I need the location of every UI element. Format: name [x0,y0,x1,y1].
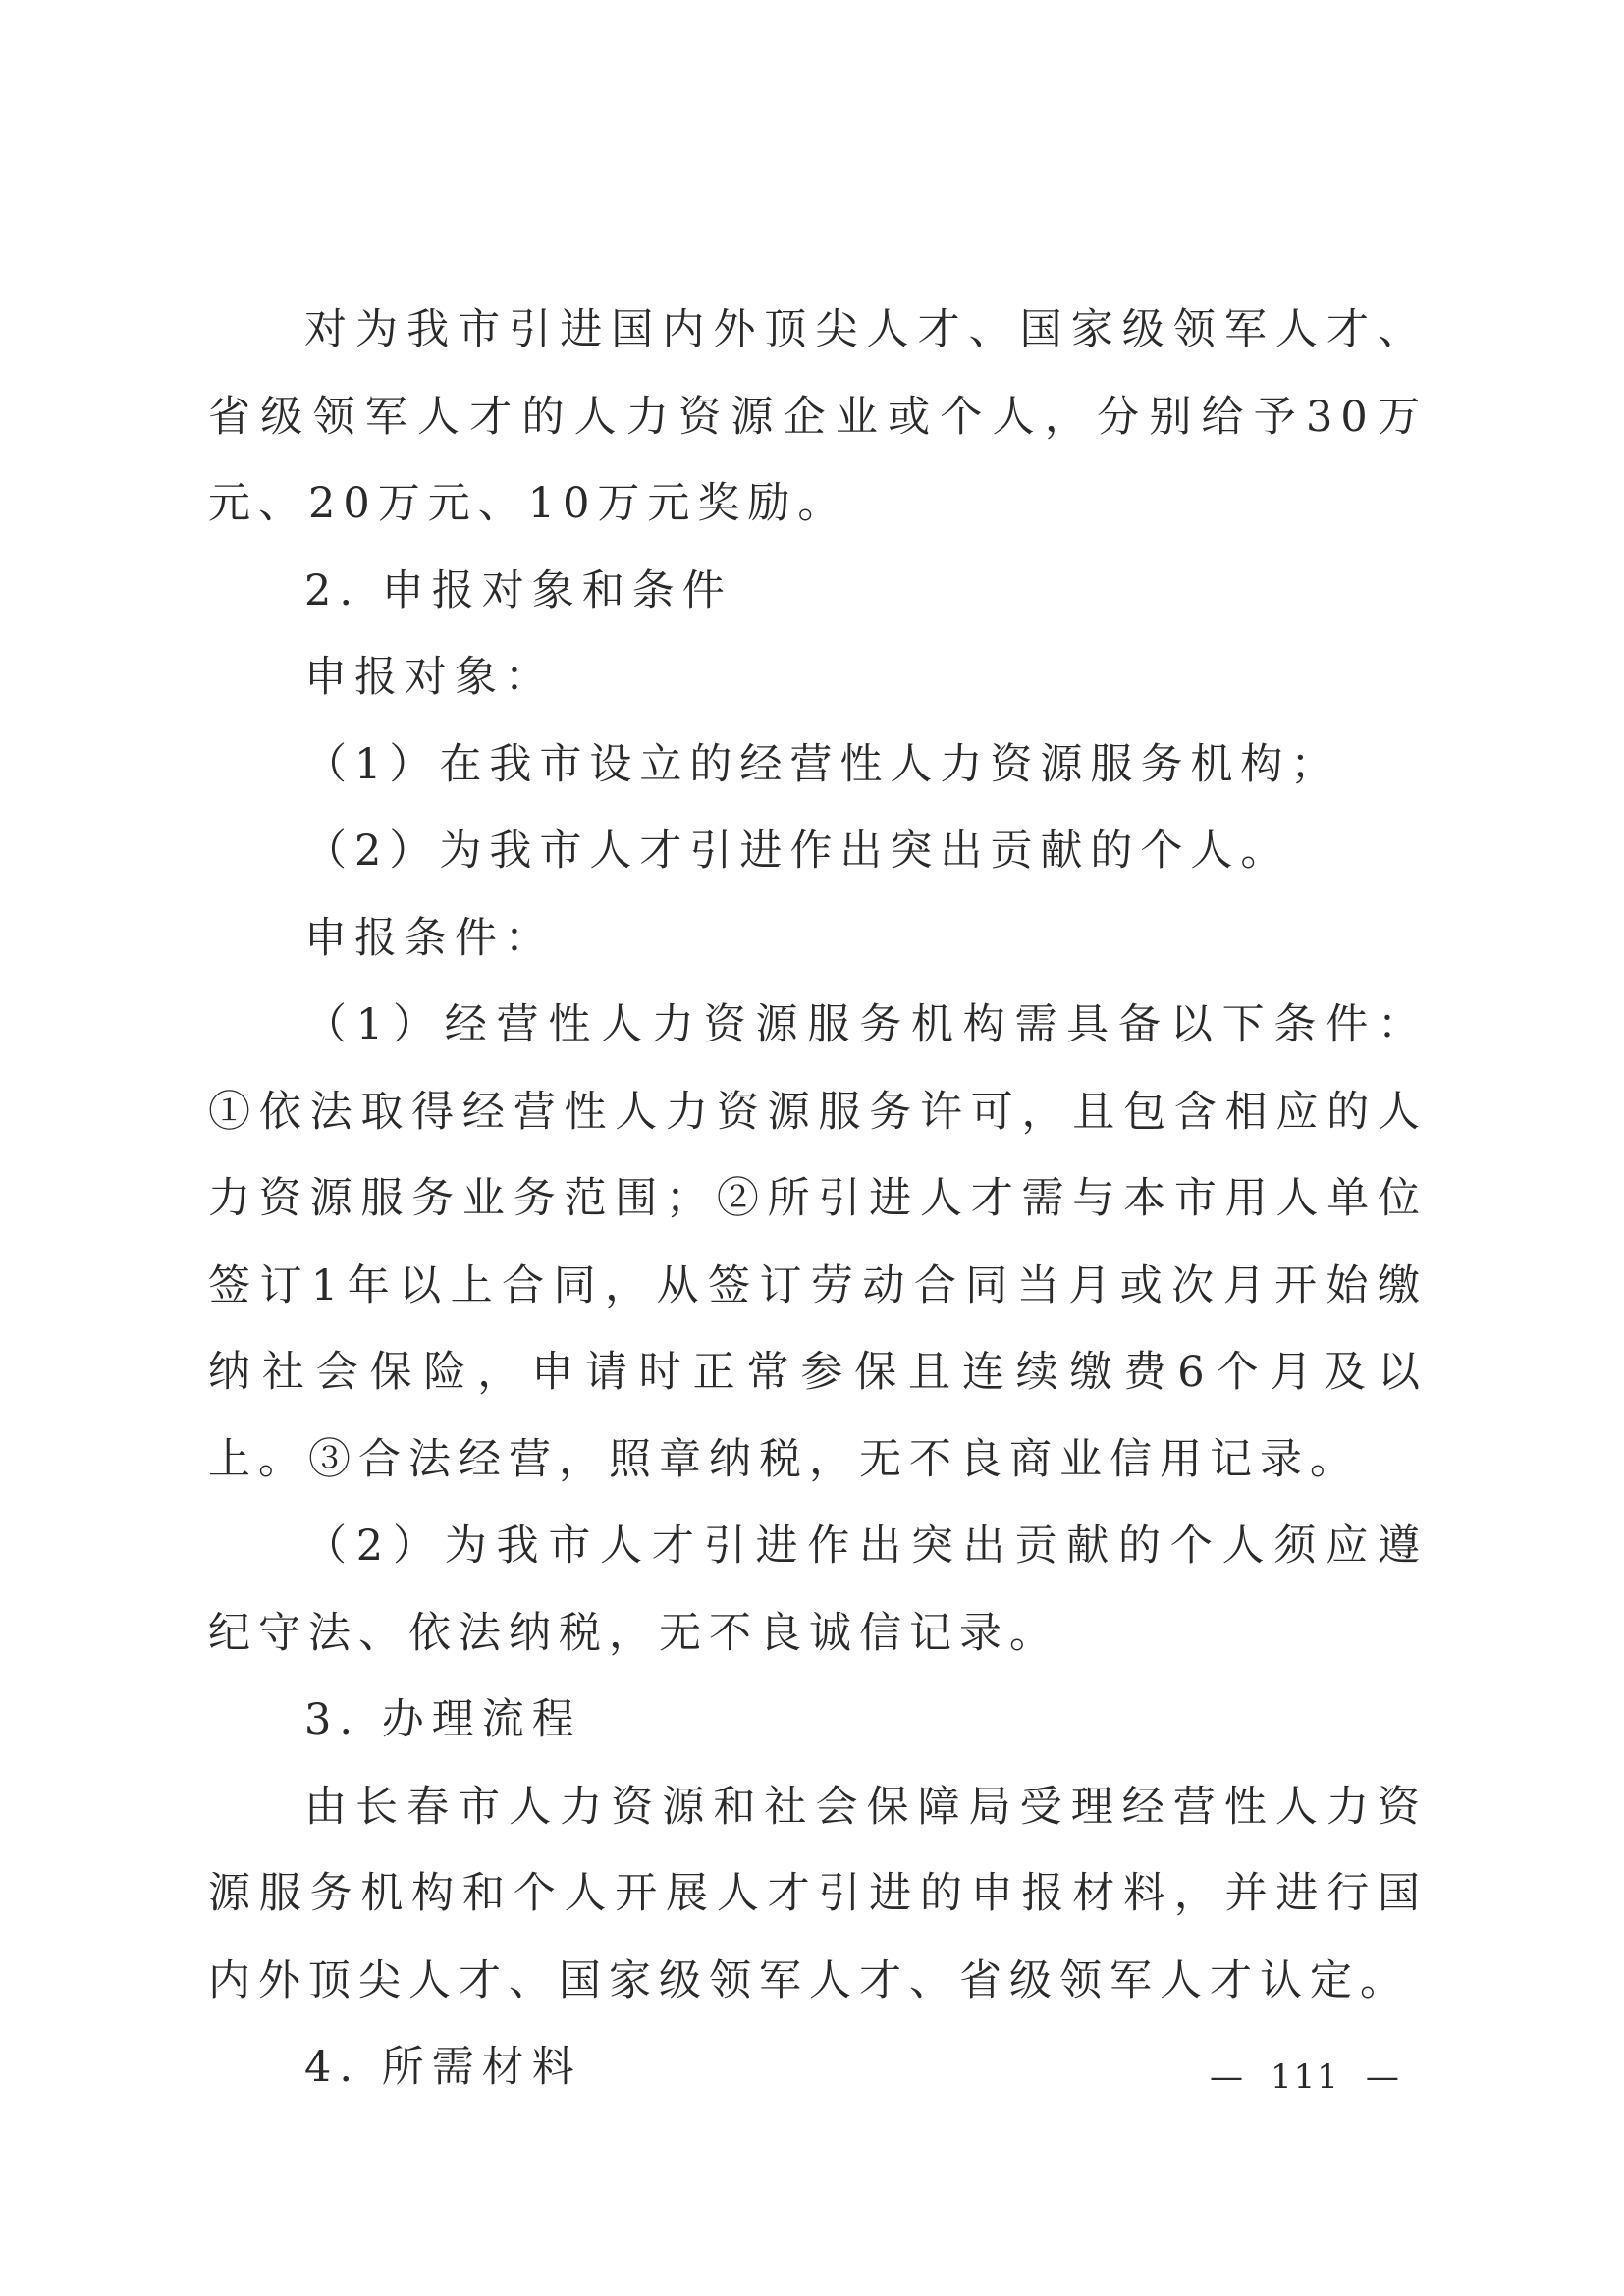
applicants-label: 申报对象： [304,653,555,702]
page-number: 111 [1271,2057,1340,2097]
paragraph-award: 对为我市引进国内外顶尖人才、国家级领军人才、省级领军人才的人力资源企业或个人，分别给予30万元、20万元、10万元奖励。 [208,305,1428,528]
condition-item-2: （2）为我市人才引进作出突出贡献的个人须应遵纪守法、依法纳税，无不良诚信记录。 [208,1522,1428,1658]
applicant-item-1: （1）在我市设立的经营性人力资源服务机构； [304,739,1341,789]
body-text [208,287,1428,2111]
applicant-item-2: （2）为我市人才引进作出突出贡献的个人。 [304,827,1291,876]
section-heading-materials: 4. 所需材料 [304,2043,582,2092]
paragraph-process: 由长春市人力资源和社会保障局受理经营性人力资源服务机构和个人开展人才引进的申报材料，并进行国内外顶尖人才、国家级领军人才、省级领军人才认定。 [208,1782,1428,2005]
condition-item-1: （1）经营性人力资源服务机构需具备以下条件：①依法取得经营性人力资源服务许可，且包含相应的人力资源服务业务范围；②所引进人才需与本市用人单位签订1年以上合同，从签订劳动合同当月或次月开始缴纳社会保险，申请时正常参保且连续缴费6个月及以上。③合法经营，照章纳税，无不良商业信用记录。 [208,1000,1428,1484]
footer-dash-left: — [1210,2057,1245,2097]
conditions-label: 申报条件： [304,913,555,963]
section-heading-applicants-conditions: 2. 申报对象和条件 [304,565,732,615]
footer-dash-right: — [1365,2057,1401,2097]
section-heading-process: 3. 办理流程 [304,1695,582,1744]
page-footer [1210,2057,1426,2097]
